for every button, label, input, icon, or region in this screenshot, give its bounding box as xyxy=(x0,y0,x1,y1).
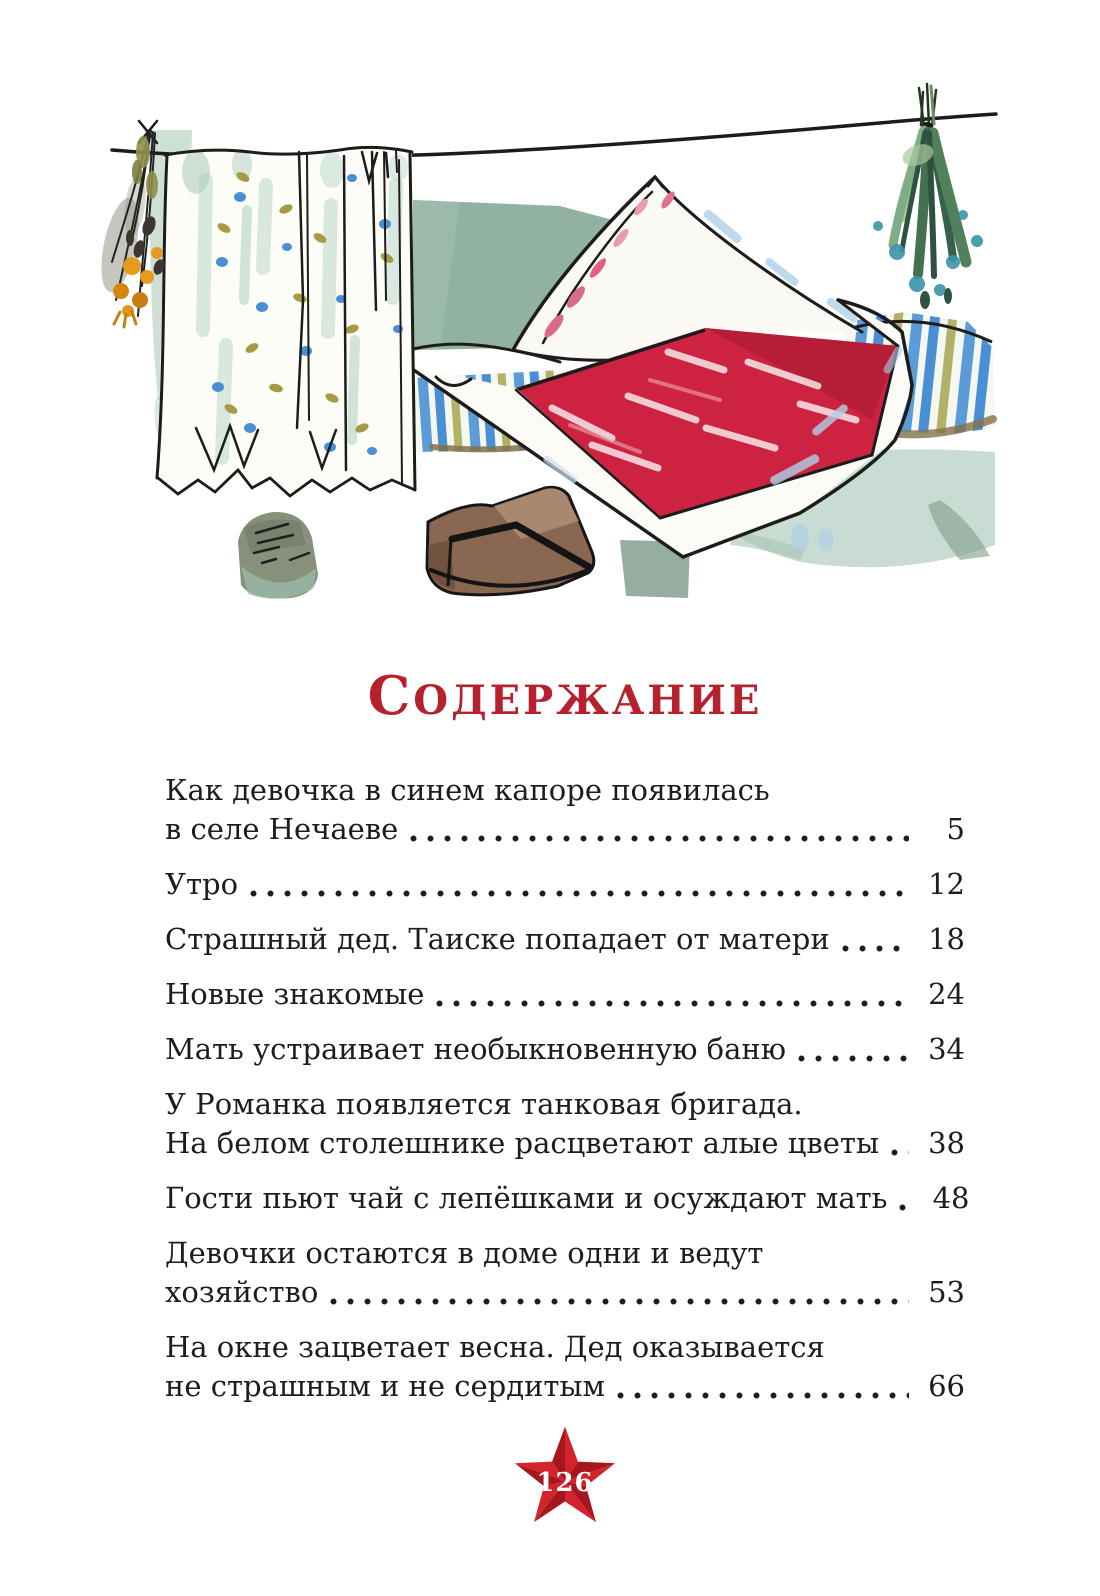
toc-page-number: 24 xyxy=(928,977,965,1011)
toc-line xyxy=(165,865,965,904)
dot-leader xyxy=(330,1298,909,1305)
toc-page-number: 18 xyxy=(928,922,965,956)
dot-leader xyxy=(899,1204,913,1211)
dot-leader xyxy=(617,1392,909,1399)
toc-line xyxy=(165,1328,965,1367)
toc-entry-text: У Романка появляется танковая бригада. xyxy=(165,1087,803,1121)
toc-entries xyxy=(165,771,970,1406)
toc-page-number: 5 xyxy=(946,812,965,846)
toc-entry-text: Как девочка в синем капоре появилась xyxy=(165,773,770,807)
toc-entry-text: Девочки остаются в доме одни и ведут xyxy=(165,1236,764,1270)
toc-line xyxy=(165,1124,965,1163)
toc-line xyxy=(165,1273,965,1312)
toc-line xyxy=(165,1085,965,1124)
curtain xyxy=(157,147,415,496)
toc-title: СОДЕРЖАНИЕ xyxy=(367,664,763,727)
toc-line xyxy=(165,920,965,959)
toc-entry xyxy=(165,1179,970,1218)
toc-entry-text: хозяйство xyxy=(165,1275,319,1309)
page-number: 126 xyxy=(536,1468,594,1498)
dot-leader xyxy=(798,1055,909,1062)
toc-line xyxy=(165,1367,965,1406)
dot-leader xyxy=(250,890,909,897)
toc-entry-text: не страшным и не сердитым xyxy=(165,1369,606,1403)
toc-line xyxy=(165,1030,965,1069)
toc-line xyxy=(165,1234,965,1273)
herb-bundle xyxy=(873,84,983,309)
page-number-star xyxy=(505,1422,625,1537)
toc-line xyxy=(165,975,965,1014)
toc-page-number: 38 xyxy=(928,1126,965,1160)
toc-entry xyxy=(165,1085,965,1163)
toc-line xyxy=(165,1179,970,1218)
toc-entry-text: На окне зацветает весна. Дед оказывается xyxy=(165,1330,825,1364)
dot-leader xyxy=(410,835,909,842)
toc-line xyxy=(165,810,965,849)
toc-entry xyxy=(165,1030,965,1069)
toc-entry-text: Новые знакомые xyxy=(165,977,425,1011)
table-of-contents xyxy=(165,664,970,1406)
toc-entry xyxy=(165,920,965,959)
dot-leader xyxy=(891,1149,909,1156)
dot-leader xyxy=(842,945,909,952)
toc-entry xyxy=(165,1328,965,1406)
toc-entry-text: Страшный дед. Таиске попадает от матери xyxy=(165,922,830,956)
toc-entry-text: в селе Нечаеве xyxy=(165,812,399,846)
toc-entry xyxy=(165,975,965,1014)
toc-entry xyxy=(165,865,965,904)
stone xyxy=(238,512,318,599)
toc-page-number: 34 xyxy=(928,1032,965,1066)
toc-page-number: 48 xyxy=(932,1181,970,1215)
toc-page-number: 66 xyxy=(928,1369,965,1403)
dot-leader xyxy=(436,1000,909,1007)
boot xyxy=(427,487,594,595)
toc-entry xyxy=(165,1234,965,1312)
toc-entry-text: Утро xyxy=(165,867,239,901)
toc-entry-text: На белом столешнике расцветают алые цветы xyxy=(165,1126,880,1160)
toc-entry-text: Мать устраивает необыкновенную баню xyxy=(165,1032,787,1066)
toc-page-number: 53 xyxy=(928,1275,965,1309)
toc-page-number: 12 xyxy=(928,867,965,901)
toc-entry-text: Гости пьют чай с лепёшками и осуждают мать xyxy=(165,1181,888,1215)
toc-entry xyxy=(165,771,965,849)
toc-line xyxy=(165,771,965,810)
watercolor-illustration xyxy=(0,0,1100,620)
